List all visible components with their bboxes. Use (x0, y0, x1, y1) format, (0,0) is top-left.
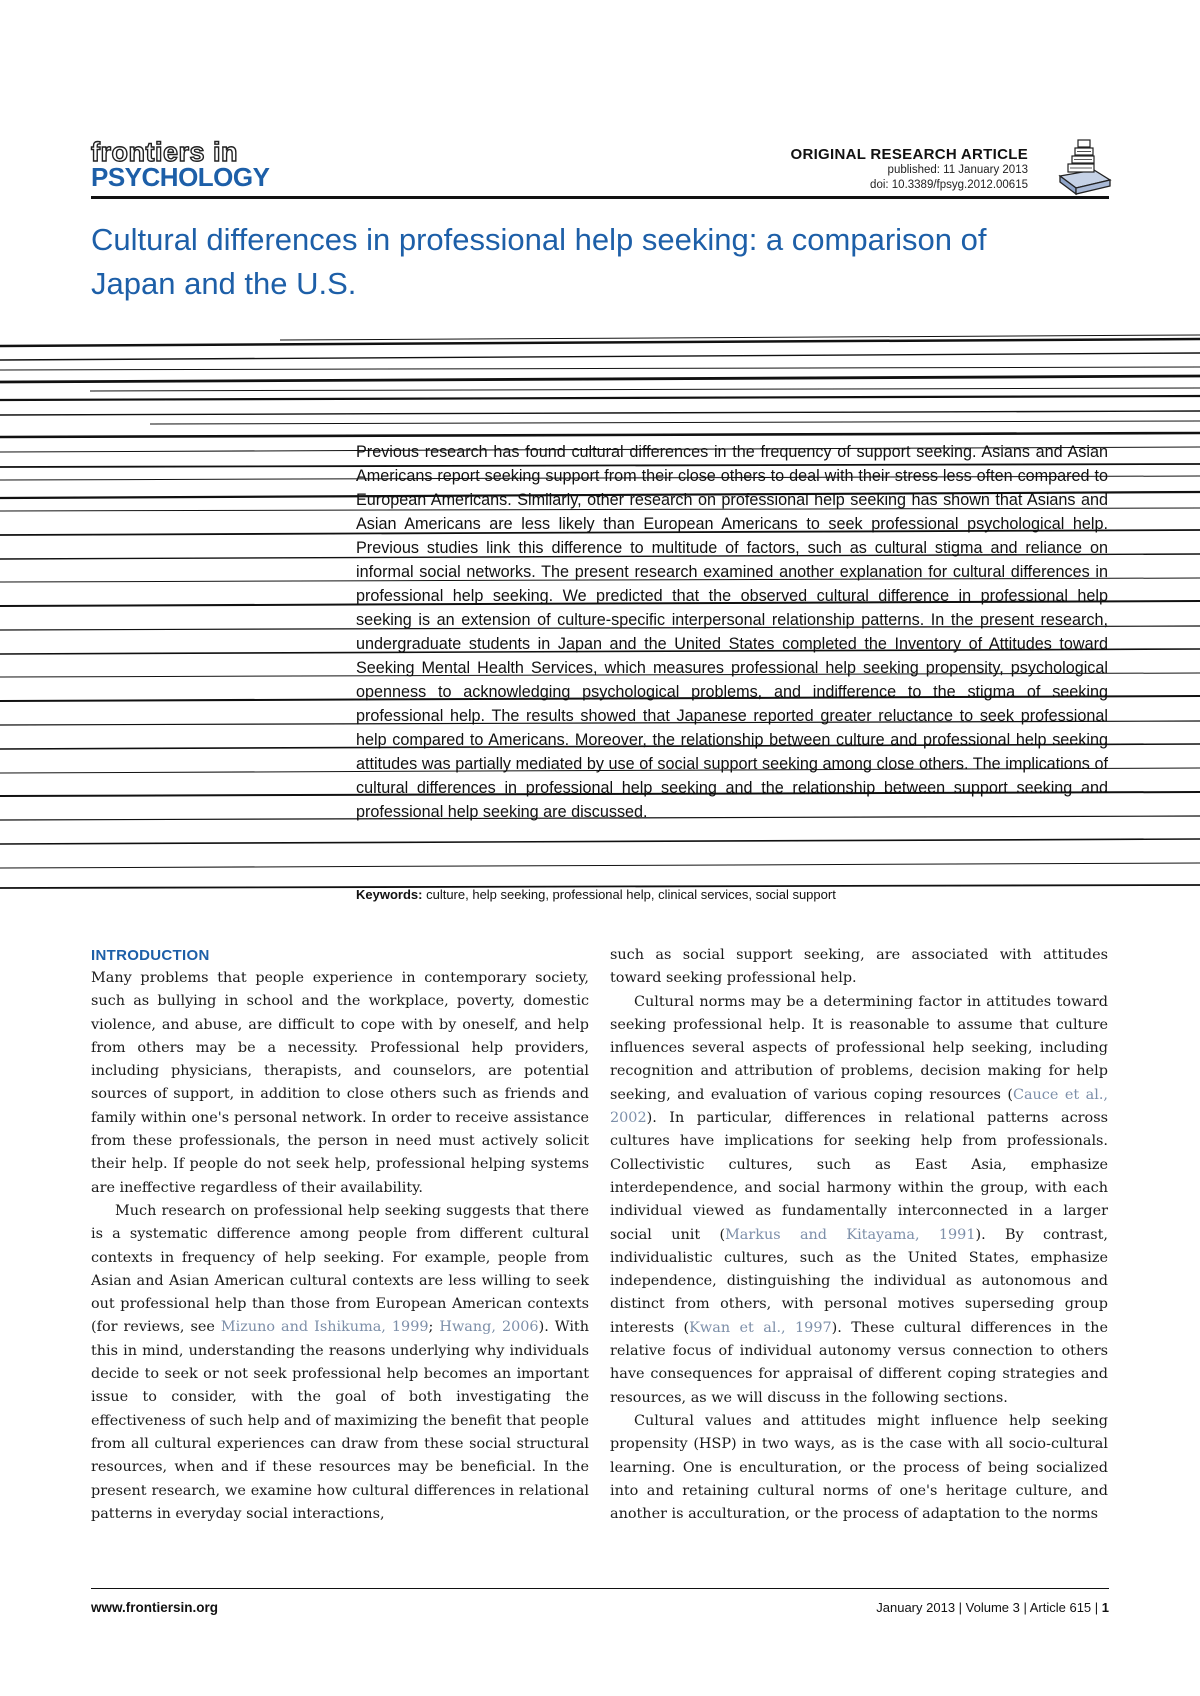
section-heading-introduction: INTRODUCTION (91, 947, 210, 964)
header-rule (91, 196, 1109, 199)
article-type: ORIGINAL RESEARCH ARTICLE (790, 146, 1028, 163)
logo-line1: frontiers in (91, 137, 239, 167)
citation-link[interactable]: Cauce et al., 2002 (610, 1086, 1108, 1127)
page-number: 1 (1101, 1600, 1109, 1615)
article-info (790, 146, 1028, 193)
citation-link[interactable]: Hwang, 2006 (439, 1319, 539, 1336)
column-right (610, 944, 1108, 1526)
paragraph: Cultural values and attitudes might influence help seeking propensity (HSP) in two ways, as is the case with all socio-cultural learning. One is enculturation, or the process of being socialized into and retaining cultural norms of one's heritage culture, and another is acculturation, or the process of adaptation to the norms (610, 1412, 1108, 1523)
abstract: Previous research has found cultural differences in the frequency of support seeking. Asians and Asian Americans report seeking support from their close others to deal with their stress less often compared to European Americans. Similarly, other research on professional help seeking has shown that Asians and Asian Americans are less likely than European Americans to seek professional psychological help. Previous studies link this difference to multitude of factors, such as cultural stigma and reliance on informal social networks. The present research examined another explanation for cultural differences in professional help seeking. We predicted that the observed cultural difference in professional help seeking is an extension of culture-specific interpersonal relationship patterns. In the present research, undergraduate students in Japan and the United States completed the Inventory of Attitudes toward Seeking Mental Health Services, which measures professional help seeking propensity, psychological openness to acknowledging psychological problems, and indifference to the stigma of seeking professional help. The results showed that Japanese reported greater reluctance to seek professional help compared to Americans. Moreover, the relationship between culture and professional help seeking attitudes was partially mediated by use of social support seeking among close others. The implications of cultural differences in professional help seeking and the relationship between support seeking and professional help seeking are discussed. (356, 443, 1108, 821)
paragraph: Cultural norms may be a determining factor in attitudes toward seeking professional help. It is reasonable to assume that culture influences several aspects of professional help seeking, including recognition and attribution of problems, decision making for help seeking, and evaluation of various coping resources (Cauce et al., 2002). In particular, differences in relational patterns across cultures have implications for seeking help from professionals. Collectivistic cultures, such as East Asia, emphasize interdependence, and social harmony within the group, with each individual viewed as fundamentally interconnected in a larger social unit (Markus and Kitayama, 1991). By contrast, individualistic cultures, such as the United States, emphasize independence, distinguishing the individual as autonomous and distinct from others, with personal motives superseding group interests (Kwan et al., 1997). These cultural differences in the relative focus of individual autonomy versus connection to others have consequences for appraisal of different coping strategies and resources, as we will discuss in the following sections. (610, 993, 1108, 1406)
citation-link[interactable]: Kwan et al., 1997 (689, 1319, 832, 1336)
paragraph: Many problems that people experience in contemporary society, such as bullying in school and the workplace, poverty, domestic violence, and abuse, are difficult to cope with by oneself, and help from others may be a necessity. Professional help providers, including physicians, therapists, and counselors, are potential sources of support, in addition to close others such as friends and family within one's personal network. In order to receive assistance from these professionals, the person in need must actively solicit their help. If people do not seek help, professional helping systems are ineffective regardless of their availability. (91, 970, 589, 1196)
issue-info: January 2013 | Volume 3 | Article 615 | 1 (876, 1600, 1109, 1615)
keywords (356, 887, 836, 902)
logo-line2: PSYCHOLOGY (91, 162, 270, 192)
journal-logo (91, 139, 269, 190)
paragraph: Much research on professional help seeking suggests that there is a systematic difference among people from different cultural contexts in frequency of help seeking. For example, people from Asian and Asian American cultural contexts are less willing to seek out professional help than those from European American contexts (for reviews, see Mizuno and Ishikuma, 1999; Hwang, 2006). With this in mind, understanding the reasons underlying why individuals decide to seek or not seek professional help becomes an important issue to consider, with the goal of both investigating the effectiveness of such help and of maximizing the benefit that people from all cultural experiences can draw from these social structural resources, when and if these resources may be beneficial. In the present research, we examine how cultural differences in relational patterns in everyday social interactions, (91, 1202, 589, 1522)
stacked-books-icon (1052, 136, 1114, 198)
doi: doi: 10.3389/fpsyg.2012.00615 (870, 179, 1028, 191)
keywords-text: culture, help seeking, professional help, clinical services, social support (426, 887, 836, 902)
article-title: Cultural differences in professional help seeking: a comparison of Japan and the U.S. (91, 222, 987, 301)
citation-link[interactable]: Markus and Kitayama, 1991 (725, 1226, 976, 1243)
paragraph: such as social support seeking, are associated with attitudes toward seeking professional help. (610, 947, 1108, 987)
published-date: published: 11 January 2013 (887, 164, 1028, 176)
footer-rule (91, 1588, 1109, 1589)
column-left (91, 944, 589, 1526)
journal-website-link[interactable]: www.frontiersin.org (91, 1600, 219, 1615)
citation-link[interactable]: Mizuno and Ishikuma, 1999 (220, 1319, 429, 1336)
keywords-label: Keywords: (356, 887, 423, 902)
